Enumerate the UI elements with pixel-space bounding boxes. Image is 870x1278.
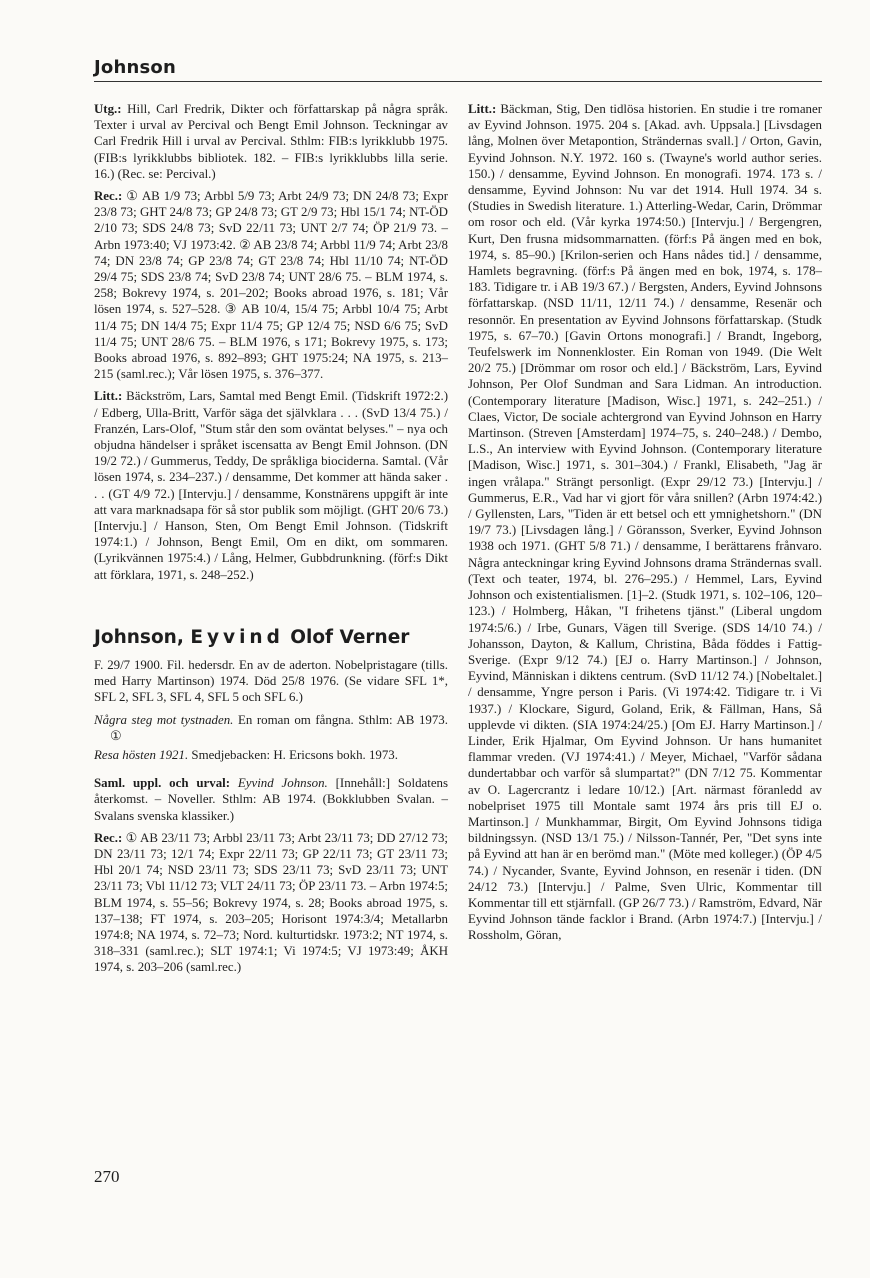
entry-name-rest: Olof Verner xyxy=(290,626,410,648)
saml-paragraph xyxy=(94,775,448,824)
work-details: En roman om fångna. Sthlm: AB 1973. ① xyxy=(110,712,448,743)
litt-label: Litt.: xyxy=(94,389,123,404)
entry-heading xyxy=(94,627,448,649)
rec-text: ① AB 1/9 73; Arbbl 5/9 73; Arbt 24/9 73; DN 24/8 73; Expr 23/8 73; GHT 24/8 73; GP 24/8 73; GT 2/9 73; Hbl 15/1 74; NT-ÖD 2/10 73; SDS 24/8 73; SvD 22/11 73; UNT 2/7 74; ÖP 21/9 73. – Arbn 1973:40; VJ 1973:42. ② AB 23/8 74; Arbbl 11/9 74; Arbt 23/8 74; DN 23/8 74; GP 23/8 74; GT 23/8 74; Hbl 11/10 74; NT-ÖD 29/4 75; SDS 23/8 74; SvD 23/8 74; UNT 28/6 75. – BLM 1974, s. 258; Bokrevy 1974, s. 201–202; Books abroad 1976, s. 181; Vår lösen 1974, s. 527–528. ③ AB 10/4, 15/4 75; Arbbl 10/4 75; Arbt 11/4 75; DN 14/4 75; Expr 11/4 75; GP 12/4 75; NSD 6/6 75; SvD 11/4 75; UNT 28/6 75. – BLM 1976, s 171; Bokrevy 1975, s. 173; Books abroad 1976, s. 892–893; GHT 1975:24; NA 1975, s. 213–215 (saml.rec.); Vår lösen 1975, s. 376–377. xyxy=(94,189,448,382)
running-head: Johnson xyxy=(94,57,176,78)
utg-text: Hill, Carl Fredrik, Dikter och författarskap på några språk. Texter i urval av Percival och Bengt Emil Johnson. Teckningar av Carl Fredrik Hill i urval av Percival. Sthlm: FIB:s lyrikklubb 1975. (FIB:s lyrikklubbs bibliotek. 182. – FIB:s lyrikklubbs lilla serie. 16.) (Rec. se: Percival.) xyxy=(94,102,448,181)
entry-name-spaced: Eyvind xyxy=(190,626,284,648)
work-details: Smedjebacken: H. Ericsons bokh. 1973. xyxy=(188,747,398,762)
work-title: Resa hösten 1921. xyxy=(94,747,189,762)
left-column xyxy=(94,101,448,982)
right-column xyxy=(468,101,822,950)
works-list xyxy=(94,712,448,764)
saml-title: Eyvind Johnson. xyxy=(230,776,328,791)
entry-rec-label: Rec.: xyxy=(94,830,123,845)
entry-rec-paragraph xyxy=(94,830,448,976)
page-number: 270 xyxy=(94,1167,120,1186)
right-litt-label: Litt.: xyxy=(468,102,497,116)
saml-text: [Innehåll:] Soldatens återkomst. – Noveller. Sthlm: AB 1974. (Bokklubben Svalan. – Svalans svenska klassiker.) xyxy=(94,776,448,823)
entry-name-first: Johnson, xyxy=(94,626,184,648)
right-litt-paragraph xyxy=(468,101,822,944)
utg-label: Utg.: xyxy=(94,102,122,116)
rec-paragraph xyxy=(94,188,448,382)
entry-bio: F. 29/7 1900. Fil. hedersdr. En av de aderton. Nobelpristagare (tills. med Harry Martinson) 1974. Död 25/8 1976. (Se vidare SFL 1*, SFL 2, SFL 3, SFL 4, SFL 5 och SFL 6.) xyxy=(94,657,448,705)
work-item xyxy=(94,712,448,744)
rec-label: Rec.: xyxy=(94,189,123,204)
litt-text: Bäckström, Lars, Samtal med Bengt Emil. (Tidskrift 1972:2.) / Edberg, Ulla-Britt, Varför säga det självklara . . . (SvD 13/4 75.) / Franzén, Lars-Olof, "Stum står den som oväntat belyses." – nya och objudna händelser i språket iscensatta av Bengt Emil Johnson. (DN 19/2 72.) / Gummerus, Teddy, De språkliga biociderna. Samtal. (Vår lösen 1974, s. 234–237.) / densamme, Det kommer att hända saker . . . (GT 4/9 72.) [Intervju.] / densamme, Konstnärens uppgift är inte att vara marknadsapa för så stor publik som möjligt. (GHT 20/6 73.) [Intervju.] / Hanson, Sten, Om Bengt Emil Johnson. (Tidskrift 1974:1.) / Johnson, Bengt Emil, Om en dikt, om sommaren. (Lyrikvännen 1975:4.) / Lång, Helmer, Gubbdrunkning. (förf:s Dikt att förklara, 1971, s. 248–252.) xyxy=(94,389,448,582)
work-title: Några steg mot tystnaden. xyxy=(94,712,234,727)
header-rule xyxy=(94,81,822,82)
right-litt-text: Bäckman, Stig, Den tidlösa historien. En studie i tre romaner av Eyvind Johnson. 1975. 204 s. [Akad. avh. Uppsala.] [Livsdagen lång, Molnen över Metapontion, Strändernas svall.] / Orton, Gavin, Eyvind Johnson. N.Y. 1972. 160 s. (Twayne's world author series. 150.) / densamme, Eyvind Johnson. En monografi. 1974. 173 s. / densamme, Eyvind Johnson: Nu var det 1914. Hull 1974. 34 s. (Studies in Swedish literature. 1.) Atterling-Wedar, Carin, Drömmar om rosor och eld. (Vår kyrka 1974:50.) [Intervju.] / Bergengren, Kurt, Den frusna midsommarnatten. (förf:s På ängen med en bok, 1974, s. 85–90.) [Krilon-serien och Hans nådes tid.] / densamme, Hamlets begravning. (förf:s På ängen med en bok, 1974, s. 178–183. Tidigare tr. i AB 19/3 67.) / Bergsten, Anders, Eyvind Johnsons författarskap. (NSD 11/11, 12/11 74.) / densamme, Resenär och resonnör. En presentation av Eyvind Johnsons författarskap. (Studk 1975, s. 67–70.) [Gavin Ortons monografi.] / Brandt, Ingeborg, Teufelswerk im Nonnenkloster. Ein Roman von 1949. (Die Welt 20/2 75.) [Drömmar om rosor och eld.] / Bäckström, Lars, Eyvind Johnson, Per Olof Sundman and Sara Lidman. An introduction. (Contemporary literature [Madison, Wisc.] 1971, s. 242–251.) / Claes, Victor, De sociale achtergrond van Eyvind Johnson en Harry Martinson. (Streven [Amsterdam] 1974–75, s. 240–248.) / Dembo, L.S., An interview with Eyvind Johnson. (Contemporary literature [Madison, Wisc.] 1971, s. 301–304.) / Frankl, Elisabeth, "Jag är ingen vrålapa." Strängt personligt. (Expr 29/12 73.) [Intervju.] / Gummerus, E.R., Vad har vi gjort för våra snillen? (Arbn 1974:42.) / Gyllensten, Lars, "Tiden är ett betsel och ett ymnighetshorn." (DN 19/7 73.) [Livsdagen lång.] / Göransson, Sverker, Eyvind Johnson 1938 och 1971. (GHT 5/8 71.) / densamme, I berättarens frånvaro. Några anteckningar kring Eyvind Johnsons drama Strändernas svall. (Text och teater, 1974, bl. 276–295.) / Hemmel, Lars, Eyvind Johnson och existentialismen. [1]–2. (Studk 1971, s. 102–106, 120–123.) / Holmberg, Håkan, "I frihetens tjänst." (Liberal ungdom 1974:5/6.) / Irbe, Gunars, Vägen till Sverige. (SDS 14/10 74.) / Johansson, Dayton, & Kallum, Christina, Båda föddes i Fattig-Sverige. (Expr 9/12 74.) [EJ o. Harry Martinson.] / Johnson, Eyvind, Människan i diktens centrum. (SvD 11/12 74.) [Nobeltalet.] / densamme, Yngre person i Paris. (Vi 1974:42. Tidigare tr. i Vi 1937.) / Klockare, Sigurd, Goland, Erik, & Fällman, Hans, Så upplevde vi dikten. (SIA 1974:24/25.) [Om EJ. Harry Martinson.] / Linder, Erik Hjalmar, Om Eyvind Johnson. Ur hans humanitet flammar vreden. (VJ 1974:41.) / Meyer, Michael, "Varför sådana dundertabbar och varför så slumpartat?" (DN 7/12 75. Kommentar av O. Lagercrantz i ledare 10/12.) [Art. närmast föranledd av nobelpriset 1975 till Montale samt 1974 års pris till EJ o. Martinson.] / Munkhammar, Birgit, Om Eyvind Johnsons tidiga bildningssyn. (NSD 13/1 75.) / Nilsson-Tannér, Per, "Det syns inte på Eyvind att han är en berömd man." (Möte med kolleger.) (ÖP 4/5 74.) / Nycander, Svante, Eyvind Johnson, en resenär i tiden. (DN 24/12 73.) [Intervju.] / Palme, Sven Ulric, Kommentar till Kommentar till ett stjärnfall. (GP 26/7 73.) / Ramström, Edvard, När Eyvind Johnson tände facklor i Brand. (Arbn 1974:7.) [Intervju.] / Rossholm, Göran, xyxy=(468,102,822,943)
saml-label: Saml. uppl. och urval: xyxy=(94,776,231,791)
utg-paragraph xyxy=(94,101,448,182)
litt-paragraph xyxy=(94,388,448,582)
work-item xyxy=(94,747,448,763)
entry-rec-text: ① AB 23/11 73; Arbbl 23/11 73; Arbt 23/11 73; DD 27/12 73; DN 23/11 73; 12/1 74; Expr 22/11 73; GP 22/11 73; GT 23/11 73; Hbl 20/1 74; NSD 23/11 73; SDS 23/11 73; SvD 23/11 73; UNT 23/11 73; Vbl 11/12 73; VLT 24/11 73; ÖP 23/11 73. – Arbn 1974:5; BLM 1974, s. 55–56; Bokrevy 1974, s. 28; Books abroad 1975, s. 137–138; FT 1974, s. 203–205; Horisont 1974:3/4; Metallarbn 1974:8; NA 1974, s. 72–73; Nord. kulturtidskr. 1973:2; NT 1974, s. 318–331 (saml.rec.); SLT 1974:1; Vi 1974:5; VJ 1973:49; ÅKH 1974, s. 203–206 (saml.rec.) xyxy=(94,830,448,975)
